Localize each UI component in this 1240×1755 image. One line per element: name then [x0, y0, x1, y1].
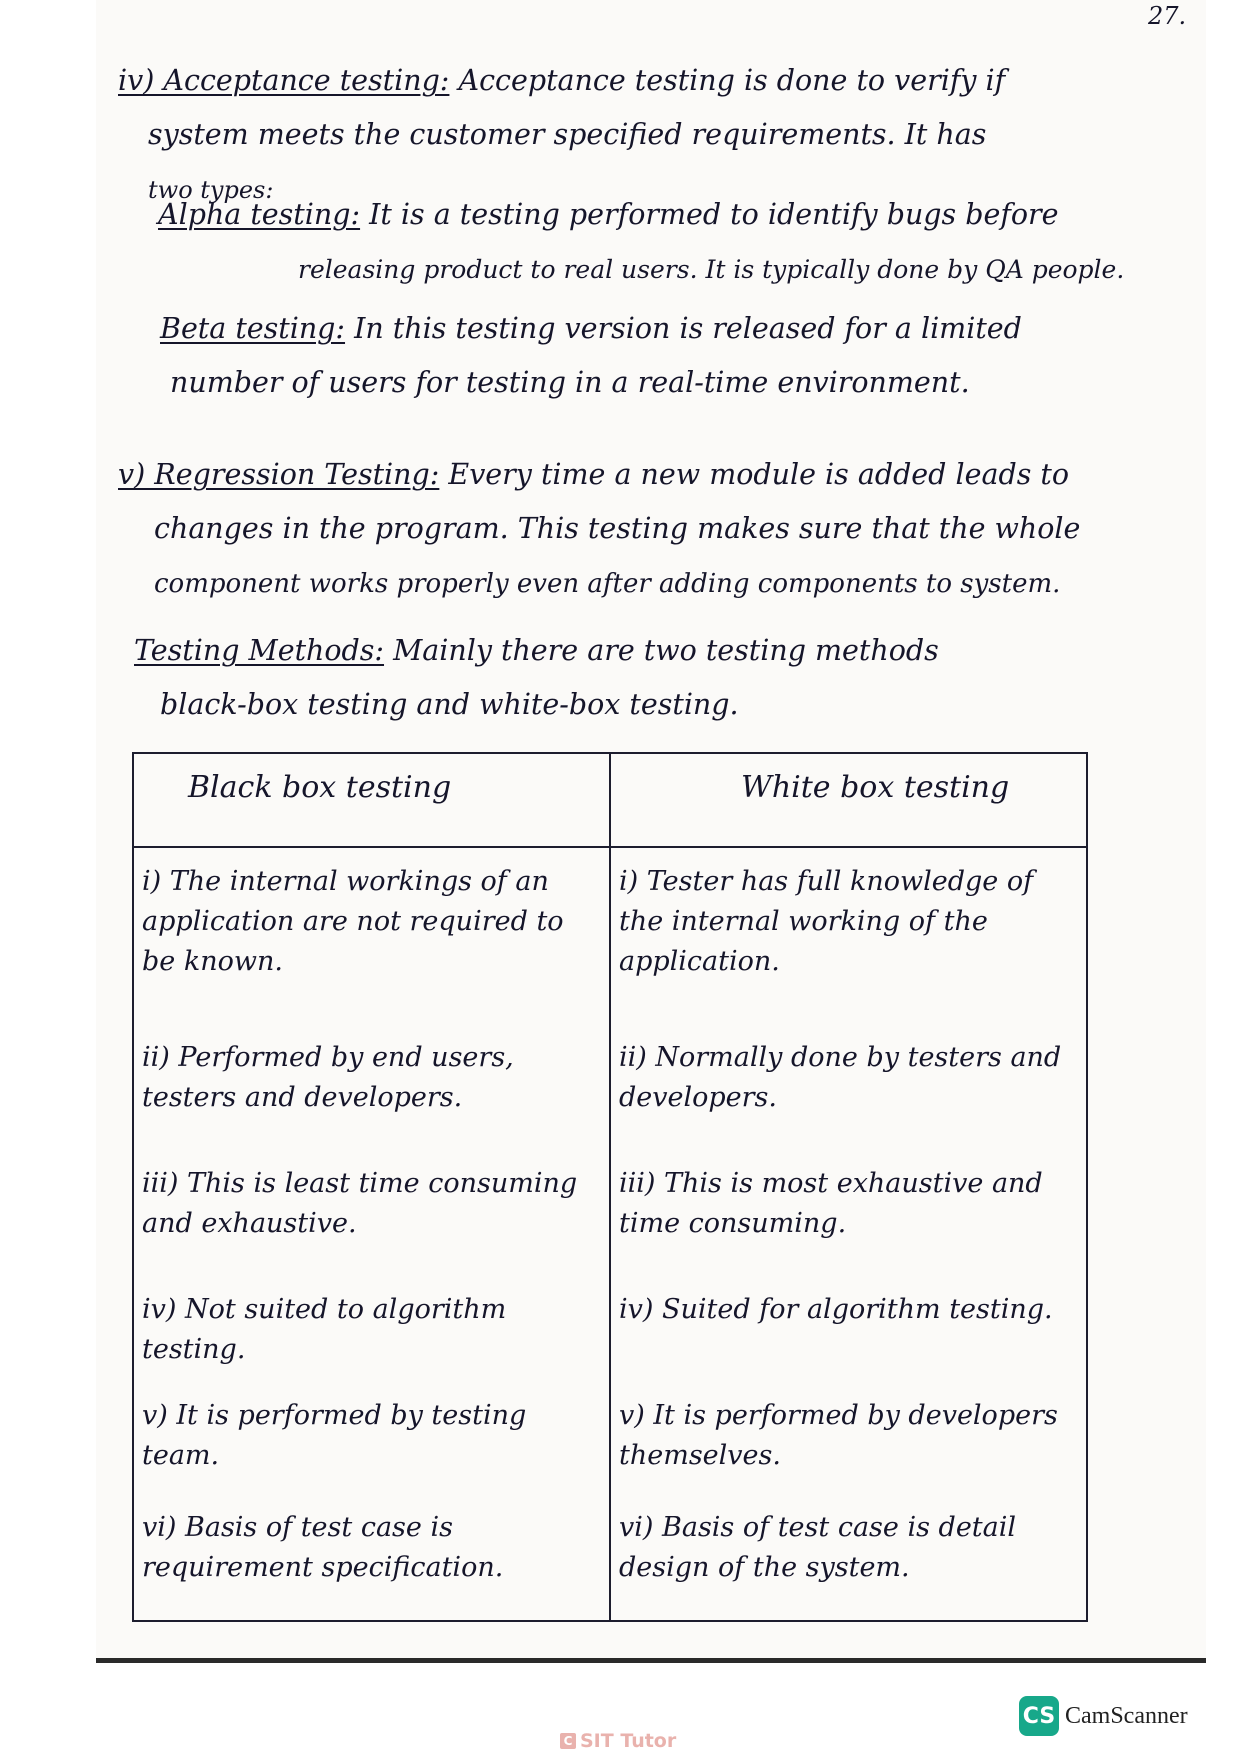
- table-row: [133, 1388, 1087, 1500]
- regression-line-3: component works properly even after adding components to system.: [154, 569, 1061, 599]
- table-row: [133, 1156, 1087, 1282]
- table-cell: v) It is performed by testing team.: [133, 1388, 610, 1500]
- table-cell: iii) This is most exhaustive and time consuming.: [610, 1156, 1087, 1282]
- table-row: [133, 1500, 1087, 1621]
- table-cell: iii) This is least time consuming and exhaustive.: [133, 1156, 610, 1282]
- table-cell: ii) Performed by end users, testers and developers.: [133, 1030, 610, 1156]
- beta-line-2: number of users for testing in a real-time environment.: [170, 366, 970, 399]
- regression-testing-heading: v) Regression Testing:: [118, 458, 440, 491]
- alpha-testing-section: [158, 188, 1168, 297]
- table-cell: iv) Not suited to algorithm testing.: [133, 1282, 610, 1388]
- table-cell: iv) Suited for algorithm testing.: [610, 1282, 1087, 1388]
- beta-testing-section: [160, 302, 1120, 410]
- camscanner-label: CamScanner: [1065, 1702, 1188, 1729]
- acceptance-line-1: Acceptance testing is done to verify if: [458, 64, 1006, 97]
- sit-tutor-watermark: [560, 1730, 676, 1752]
- alpha-line-2: releasing product to real users. It is typically done by QA people.: [298, 255, 1125, 284]
- alpha-line-1: It is a testing performed to identify bugs before: [369, 198, 1059, 231]
- acceptance-testing-heading: iv) Acceptance testing:: [118, 64, 450, 97]
- column-header-white-box: White box testing: [610, 753, 1087, 847]
- watermark-label: SIT Tutor: [580, 1730, 677, 1752]
- page-number: 27.: [1148, 2, 1187, 30]
- column-header-black-box: Black box testing: [133, 753, 610, 847]
- acceptance-line-2: system meets the customer specified requirements. It has: [148, 118, 987, 151]
- beta-testing-heading: Beta testing:: [160, 312, 346, 345]
- regression-line-2: changes in the program. This testing makes sure that the whole: [154, 512, 1081, 545]
- table-row: [133, 847, 1087, 1030]
- table-cell: v) It is performed by developers themselves.: [610, 1388, 1087, 1500]
- table-cell: vi) Basis of test case is detail design of the system.: [610, 1500, 1087, 1621]
- table-row: [133, 1282, 1087, 1388]
- testing-methods-section: [134, 624, 1094, 732]
- table-row: [133, 1030, 1087, 1156]
- table-cell: ii) Normally done by testers and developers.: [610, 1030, 1087, 1156]
- table-cell: vi) Basis of test case is requirement specification.: [133, 1500, 610, 1621]
- watermark-icon: C: [560, 1733, 576, 1749]
- table-cell: i) Tester has full knowledge of the internal working of the application.: [610, 847, 1087, 1030]
- table-cell: i) The internal workings of an application are not required to be known.: [133, 847, 610, 1030]
- testing-methods-heading: Testing Methods:: [134, 634, 385, 667]
- camscanner-logo-icon: CS: [1019, 1696, 1059, 1736]
- regression-testing-section: [118, 448, 1138, 611]
- methods-line-2: black-box testing and white-box testing.: [160, 688, 739, 721]
- methods-line-1: Mainly there are two testing methods: [393, 634, 939, 667]
- camscanner-badge: [1019, 1694, 1188, 1738]
- alpha-testing-heading: Alpha testing:: [158, 198, 361, 231]
- acceptance-line-3: two types:: [148, 176, 274, 204]
- comparison-table: [132, 752, 1088, 1622]
- beta-line-1: In this testing version is released for a limited: [354, 312, 1022, 345]
- regression-line-1: Every time a new module is added leads to: [448, 458, 1069, 491]
